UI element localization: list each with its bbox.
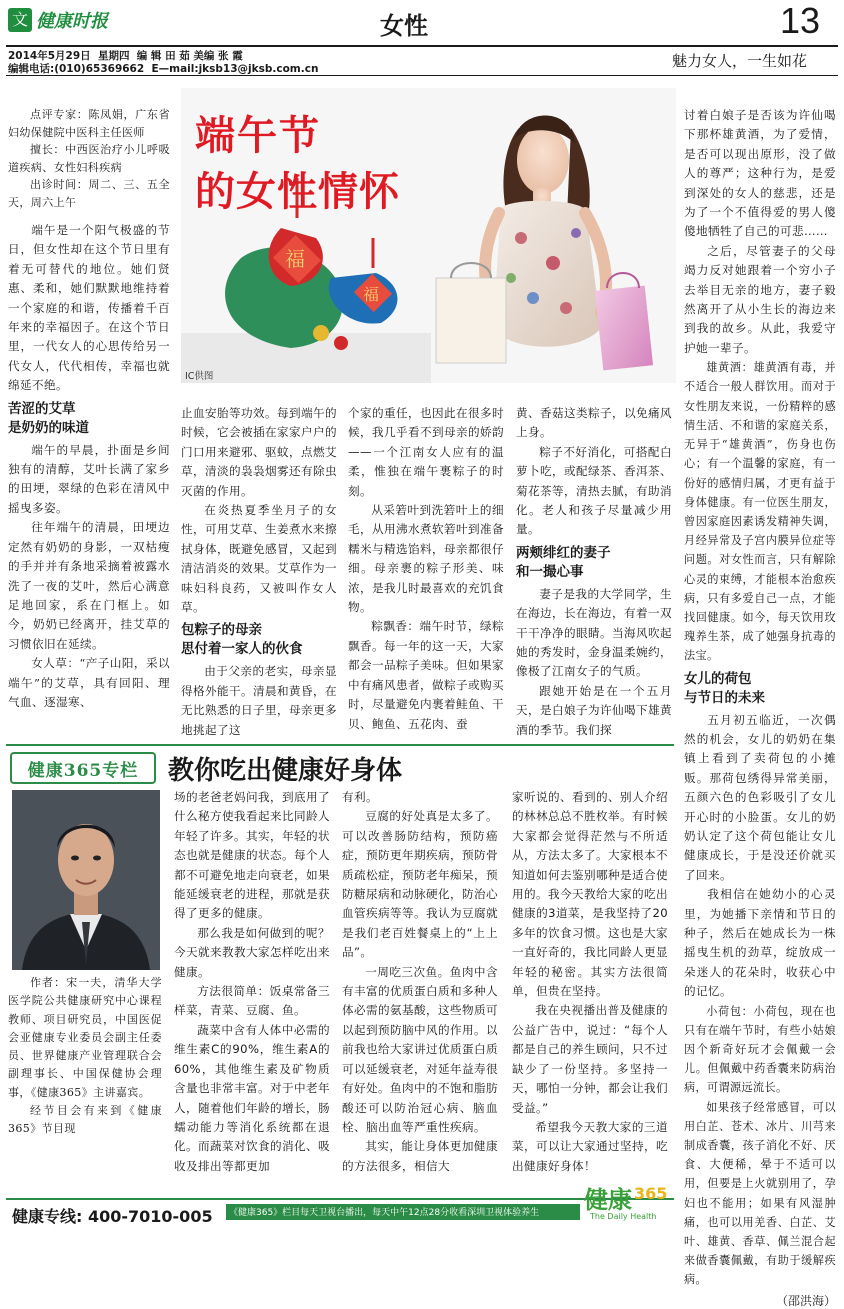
paragraph: 五月初五临近，一次偶然的机会，女儿的奶奶在集镇上看到了卖荷包的小摊贩。那荷包绣得异常美丽，五颜六色的色彩吸引了女儿开心时的小脸蛋。女儿的奶奶认定了这个荷包能让女儿健康成长，于是没还价就买了回来。 [684, 712, 836, 882]
byline: （邵洪海） [775, 1293, 836, 1308]
intro-paragraph: 端午是一个阳气极盛的节日，但女性却在这个节日里有着无可替代的地位。她们贤惠、柔和，她们默默地维持着一个家庭的和谐，传播着千百年来的幸福因子。在这个节日里，一代女人的心思传给另一代女人，代代相传，幸福也就绵延不绝。 [8, 223, 170, 393]
paragraph: 一周吃三次鱼。鱼肉中含有丰富的优质蛋白质和多种人体必需的氨基酸，这些物质可以起到预防脑中风的作用。以前我也给大家讲过优质蛋白质可以延缓衰老，对延年益寿很有好处。鱼肉中的不饱和脂肪酸还可以防治冠心病、脑血栓、脑出血等严重性疾病。 [342, 964, 498, 1134]
paragraph: 其实，能让身体更加健康的方法很多，相信大 [342, 1139, 498, 1173]
column-text-3 [512, 788, 668, 1176]
brand-num: 365 [634, 1184, 668, 1203]
paragraph: 端午的早晨，扑面是乡间独有的清醇，艾叶长满了家乡的田埂，翠绿的色彩在清风中摇曳多姿。 [8, 442, 170, 515]
column-text-1 [174, 788, 330, 1176]
header-rule-thin [6, 75, 838, 76]
footer-ticker [226, 1204, 580, 1220]
paragraph: 方法很简单：饭桌常备三样菜，青菜、豆腐、鱼。 [174, 984, 330, 1018]
paragraph: 讨着白娘子是否该为许仙喝下那杯雄黄酒，为了爱情，是否可以现出原形，没了做人的尊严；这种行为，是爱到深处的女人的慈悲，还是为了一个不值得爱的男人傻傻地牺牲了自己的可悲…… [684, 108, 836, 239]
paragraph: 跟她开始是在一个五月天，是白娘子为许仙喝下雄黄酒的季节。我们探 [516, 683, 672, 737]
brand-logo [584, 1180, 674, 1224]
subhead-grandma: 苦涩的艾草 是奶奶的味道 [8, 400, 89, 436]
paragraph: 从采箬叶到洗箬叶上的细毛，从用沸水煮软箬叶到准备糯米与精选馅料，母亲都很仔细。母亲裹的粽子形美、味浓，是我儿时最喜欢的充饥食物。 [348, 503, 504, 615]
column-text-2 [342, 788, 498, 1176]
ticker-text: 《健康365》栏目每天卫视台播出，每天中午12点28分收看深圳卫视体验养生 [229, 1208, 540, 1218]
author-portrait [12, 790, 160, 970]
page-number: 13 [780, 0, 821, 41]
paragraph: 之后，尽管妻子的父母竭力反对她跟着一个穷小子去举目无亲的地方，妻子毅然离开了从小生长的海边来到我的故乡。从此，我爱守护她一辈子。 [684, 243, 836, 355]
svg-text:福: 福 [285, 247, 305, 271]
subhead-wife: 两颊绯红的妻子 和一撮心事 [516, 544, 611, 580]
column-1 [8, 106, 170, 712]
paragraph: 我相信在她幼小的心灵里，为她播下亲情和节日的种子，然后在她成长为一株摇曳生机的劲草，绽放成一朵迷人的花朵时，收获心中的记忆。 [684, 887, 836, 999]
paragraph: 蔬菜中含有人体中必需的维生素C的90%，维生素A的60%，其他维生素及矿物质含量也非常丰富。对于中老年人，随着他们年龄的增长，肠蠕动能力等消化系统都在退化。而蔬菜对饮食的消化、吸收及排出等都更加 [174, 1022, 330, 1173]
expert-reviewer: 点评专家：陈凤娟，广东省妇幼保健院中医科主任医师 [8, 108, 170, 139]
paragraph: 家听说的、看到的、别人介绍的林林总总不胜枚举。有时候大家都会觉得茫然与不所适从，方法太多了。大家根本不知道如何去鉴别哪种是适合使用的。我今天教给大家的吃出健康的3道菜，是我坚持了20多年的饮食习惯。这也是大家一直好奇的，我比同龄人更显年轻的秘密。其实方法很简单，但贵在坚持。 [512, 790, 668, 999]
paragraph: 雄黄酒：雄黄酒有毒，并不适合一般人群饮用。而对于女性朋友来说，一份精粹的感情生活、不和谐的家庭关系，无异于“雄黄酒”，伤身也伤心；有一个温馨的家庭，有一份好的感情归属，才更有益于身体健康。有一位医生朋友，曾因家庭因素诱发精神失调，月经异常及子宫内膜异位症等问题。对女性而言，只有解除心灵的束缚，才能根本治愈疾病，只有多爱自己一点，才能找回健康。如今，每天饮用玫瑰养生茶，成了她强身抗毒的法宝。 [684, 361, 836, 663]
paragraph: 场的老爸老妈问我，到底用了什么秘方使我看起来比同龄人年轻了许多。其实，年轻的状态也就是健康的状态。每个人都不可避免地走向衰老，如果能延缓衰老的进程，那就是获得了更多的健康。 [174, 790, 330, 921]
feature-title-line2: 的女性情怀 [195, 168, 400, 215]
author-bio: 作者：宋一夫，清华大学医学院公共健康研究中心课程教师、项目研究员，中国医促会亚健康专业委员会副主任委员、世界健康产业管理联合会副理事长、中国保健协会理事，《健康365》主讲嘉宾。 [8, 976, 162, 1099]
brand-sub: The Daily Health [590, 1212, 657, 1221]
paragraph: 个家的重任，也因此在很多时候，我几乎看不到母亲的娇韵——一个江南女人应有的温柔，惟独在端午裹粽子的时刻。 [348, 406, 504, 498]
column-4 [516, 404, 672, 740]
paragraph: 希望我今天教大家的三道菜，可以让大家通过坚持，吃出健康好身体！ [512, 1119, 668, 1173]
paragraph: 粽飘香：端午时节，绿粽飘香。每一年的这一天，大家都会一品粽子美味。但如果家中有痛风患者，做粽子或购买时，尽量避免内裹着鲑鱼、干贝、鲍鱼、五花肉、蚕 [348, 619, 504, 731]
paragraph: 如果孩子经常感冒，可以用白芷、苍术、冰片、川芎来制成香囊，孩子消化不好、厌食、大便稀，晕于不适可以用，但要是上火就别用了，孕妇也不能用；如果有风湿肿痛，也可以用羌香、白芷、艾叶、雄黄、香草、佩兰混合起来做香囊佩戴，有助于缓解疾病。 [684, 1100, 836, 1287]
paragraph: 在炎热夏季坐月子的女性，可用艾草、生姜煮水来擦拭身体，既避免感冒，又起到清洁消炎的效果。艾草作为一味妇科良药，又被叫作女人草。 [181, 503, 337, 615]
section-divider [6, 744, 674, 746]
svg-text:福: 福 [363, 285, 380, 304]
feature-title-line1: 端午节 [195, 112, 321, 159]
photo-credit: IC供图 [185, 371, 214, 382]
slogan: 魅力女人，一生如花 [672, 52, 808, 70]
column-2 [181, 404, 337, 740]
column-note: 经节目会有来到《健康365》节目现 [8, 1104, 162, 1136]
paragraph: 妻子是我的大学同学，生在海边，长在海边，有着一双干干净净的眼睛。当海风吹起她的秀发时，金身温柔婉约，像极了江南女子的气质。 [516, 586, 672, 679]
author-photo [12, 790, 160, 970]
expert-clinic-hours: 出诊时间：周二、三、五全天，周六上午 [8, 178, 170, 209]
subhead-daughter: 女儿的荷包 与节日的未来 [684, 670, 765, 706]
column-badge [10, 752, 156, 784]
brand-main: 健康 [584, 1185, 632, 1214]
subhead-mother: 包粽子的母亲 思付着一家人的伙食 [181, 622, 303, 658]
paragraph: 有利。 [342, 790, 378, 804]
masthead [0, 0, 844, 44]
health-hotline: 健康专线: 400-7010-005 [12, 1207, 213, 1226]
date-line: 2014年5月29日 星期四 编 辑 田 茹 美编 张 霞 [8, 50, 243, 62]
paragraph: 粽子不好消化，可搭配白萝卜吃，或配绿茶、香洱茶、菊花茶等，清热去腻，有助消化。老人和孩子尽量减少用量。 [516, 444, 672, 537]
paragraph: 止血安胎等功效。每到端午的时候，它会被插在家家户户的门口用来避邪、驱蚊，点燃艾草，清淡的袅袅烟雾还有除虫灭菌的作用。 [181, 406, 337, 498]
paragraph: 那么我是如何做到的呢？今天就来教教大家怎样吃出来健康。 [174, 925, 330, 979]
paragraph: 黄、香菇这类粽子，以免痛风上身。 [516, 406, 672, 440]
paragraph: 由于父亲的老实，母亲显得格外能干。清晨和黄昏，在无比熟悉的日子里，母亲更多地挑起了这 [181, 664, 337, 737]
logo-text: 健康时报 [36, 11, 108, 32]
column-badge-text: 健康365专栏 [27, 760, 139, 781]
header-rule [6, 45, 838, 47]
feature-photo [181, 88, 676, 383]
expert-specialty: 擅长：中西医治疗小儿呼吸道疾病、女性妇科疾病 [8, 143, 170, 174]
paragraph: 我在央视播出普及健康的公益广告中，说过：“每个人都是自己的养生顾问，只不过缺少了一份坚持。多坚持一天，哪怕一分钟，都会让我们受益。” [512, 1003, 668, 1115]
footer-rule [6, 1198, 674, 1200]
contact-line: 编辑电话:(010)65369662 E—mail:jksb13@jksb.com.cn [8, 63, 319, 75]
column-title: 教你吃出健康好身体 [168, 756, 403, 786]
logo-mark-icon: 文 [8, 8, 32, 32]
column-3 [348, 404, 504, 734]
paragraph: 往年端午的清晨，田埂边定然有奶奶的身影，一双枯瘦的手并并有条地采摘着被露水洗了一夜的艾叶，然后心满意足地回家，系在门框上。如今，奶奶已经离开，挂艾草的习惯依旧在延续。 [8, 520, 170, 651]
paragraph: 豆腐的好处真是太多了。可以改善肠防结构，预防癌症，预防更年期疾病，预防骨质疏松症，预防老年痴呆，预防糖尿病和动脉硬化，防治心血管疾病等等。我认为豆腐就是我们老百姓餐桌上的“上上品”。 [342, 809, 498, 960]
newspaper-logo [8, 6, 108, 34]
author-bio-column [8, 974, 162, 1139]
section-title: 女性 [380, 11, 428, 40]
column-5 [684, 106, 836, 1309]
paragraph: 女人草：“产子山阳，采以端午”的艾草，具有回阳、理气血、逐湿寒、 [8, 656, 170, 709]
paragraph: 小荷包：小荷包，现在也只有在端午节时，有些小姑娘因个新奇好玩才会佩戴一会儿。但佩戴中药香囊来防病治病，可谓源远流长。 [684, 1004, 836, 1095]
